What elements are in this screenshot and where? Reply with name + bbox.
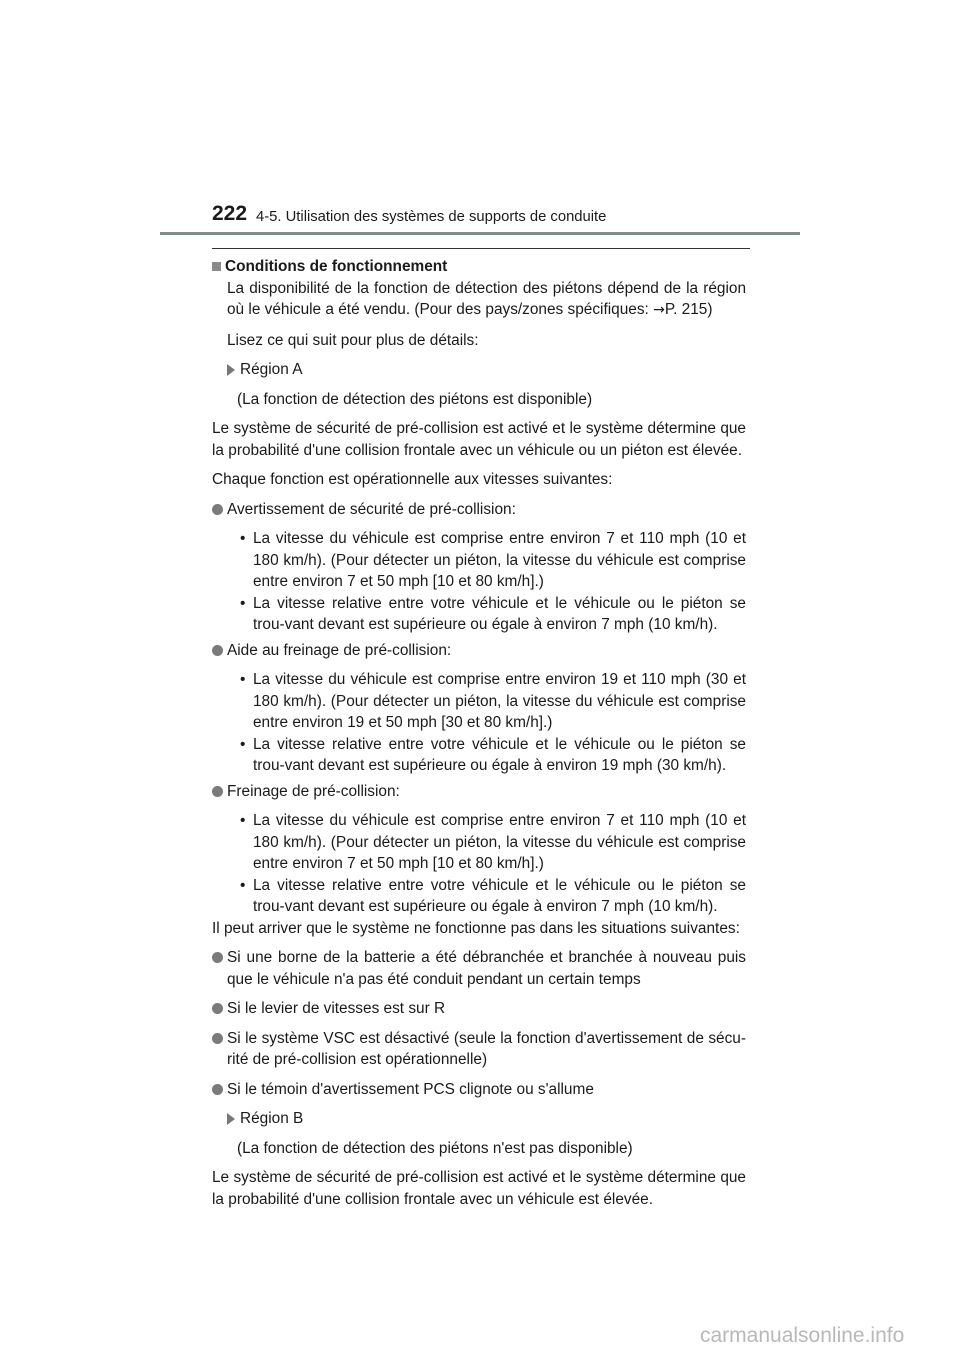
circle-bullet-icon xyxy=(212,1033,223,1044)
square-bullet-icon xyxy=(212,262,221,271)
function-point: • La vitesse du véhicule est comprise entre environ 7 et 110 mph (10 et 180 km/h). (Pour détecter un piéton, la vitesse du véhicule est comprise entre environ 7 et 50 mph [10 et 80 km/h].) xyxy=(240,812,746,872)
arrow-right-icon: → xyxy=(653,302,665,318)
region-b-description: Le système de sécurité de pré-collision est activé et le système détermine que la probabilité d'une collision frontale avec un véhicule est élevée. xyxy=(212,1169,746,1208)
bullet-glyph: • xyxy=(240,530,246,547)
bullet-glyph: • xyxy=(240,876,246,894)
circle-bullet-icon xyxy=(212,1084,223,1095)
circle-bullet-icon xyxy=(212,786,223,797)
circle-bullet-icon xyxy=(212,1003,223,1014)
function-point: • La vitesse du véhicule est comprise entre environ 7 et 110 mph (10 et 180 km/h). (Pour détecter un piéton, la vitesse du véhicule est comprise entre environ 7 et 50 mph [10 et 80 km/h].) xyxy=(240,530,746,590)
circle-bullet-icon xyxy=(212,952,223,963)
intro-details: Lisez ce qui suit pour plus de détails: xyxy=(227,331,479,349)
intro-paragraph: La disponibilité de la fonction de détection des piétons dépend de la région où le véhicule a été vendu. (Pour des pays/zones spécifiques: →P. 215) xyxy=(227,279,746,318)
condition-item: Si le levier de vitesses est sur R xyxy=(212,998,746,1020)
function-title: Aide au freinage de pré-collision: xyxy=(212,640,746,662)
section-title: 4-5. Utilisation des systèmes de supports de conduite xyxy=(256,209,607,225)
section-heading: Conditions de fonctionnement xyxy=(212,256,746,278)
condition-item: Si une borne de la batterie a été débranchée et branchée à nouveau puis que le véhicule n'a pas été conduit pendant un certain temps xyxy=(212,947,746,990)
page-number: 222 xyxy=(212,202,248,225)
bullet-glyph: • xyxy=(240,671,246,688)
function-point: • La vitesse relative entre votre véhicule et le véhicule ou le piéton se trou-vant devant est supérieure ou égale à environ 19 mph (30 km/h). xyxy=(240,735,746,774)
triangle-bullet-icon xyxy=(227,364,235,376)
function-title: Freinage de pré-collision: xyxy=(212,781,746,803)
not-working-intro: Il peut arriver que le système ne fonctionne pas dans les situations suivantes: xyxy=(212,919,740,937)
region-b-note: (La fonction de détection des piétons n'est pas disponible) xyxy=(237,1139,633,1157)
page-reference-link[interactable]: P. 215) xyxy=(664,301,713,318)
bullet-glyph: • xyxy=(240,594,246,612)
function-title: Avertissement de sécurité de pré-collision: xyxy=(212,499,746,521)
header-divider xyxy=(160,232,800,235)
function-point: • La vitesse relative entre votre véhicule et le véhicule ou le piéton se trou-vant devant est supérieure ou égale à environ 7 mph (10 km/h). xyxy=(240,594,746,633)
bullet-glyph: • xyxy=(240,812,246,829)
triangle-bullet-icon xyxy=(227,1113,235,1125)
content-divider xyxy=(212,248,750,249)
condition-item: Si le système VSC est désactivé (seule la fonction d'avertissement de sécu-rité de pré-collision est opérationnelle) xyxy=(212,1028,746,1071)
bullet-glyph: • xyxy=(240,735,246,753)
function-point: • La vitesse du véhicule est comprise entre environ 19 et 110 mph (30 et 180 km/h). (Pour détecter un piéton, la vitesse du véhicule est comprise entre environ 19 et 50 mph [30 et 80 km/h].) xyxy=(240,671,746,731)
circle-bullet-icon xyxy=(212,645,223,656)
circle-bullet-icon xyxy=(212,504,223,515)
speeds-intro: Chaque fonction est opérationnelle aux vitesses suivantes: xyxy=(212,471,613,488)
page-content xyxy=(212,256,746,1210)
region-b-title: Région B xyxy=(212,1108,746,1130)
condition-item: Si le témoin d'avertissement PCS clignote ou s'allume xyxy=(212,1079,746,1101)
region-a-description: Le système de sécurité de pré-collision est activé et le système détermine que la probabilité d'une collision frontale avec un véhicule ou un piéton est élevée. xyxy=(212,420,746,459)
region-a-note: (La fonction de détection des piétons est disponible) xyxy=(237,390,593,408)
region-a-title: Région A xyxy=(212,359,746,381)
function-point: • La vitesse relative entre votre véhicule et le véhicule ou le piéton se trou-vant devant est supérieure ou égale à environ 7 mph (10 km/h). xyxy=(240,876,746,915)
watermark: carmanualsonline.info xyxy=(700,1324,905,1347)
